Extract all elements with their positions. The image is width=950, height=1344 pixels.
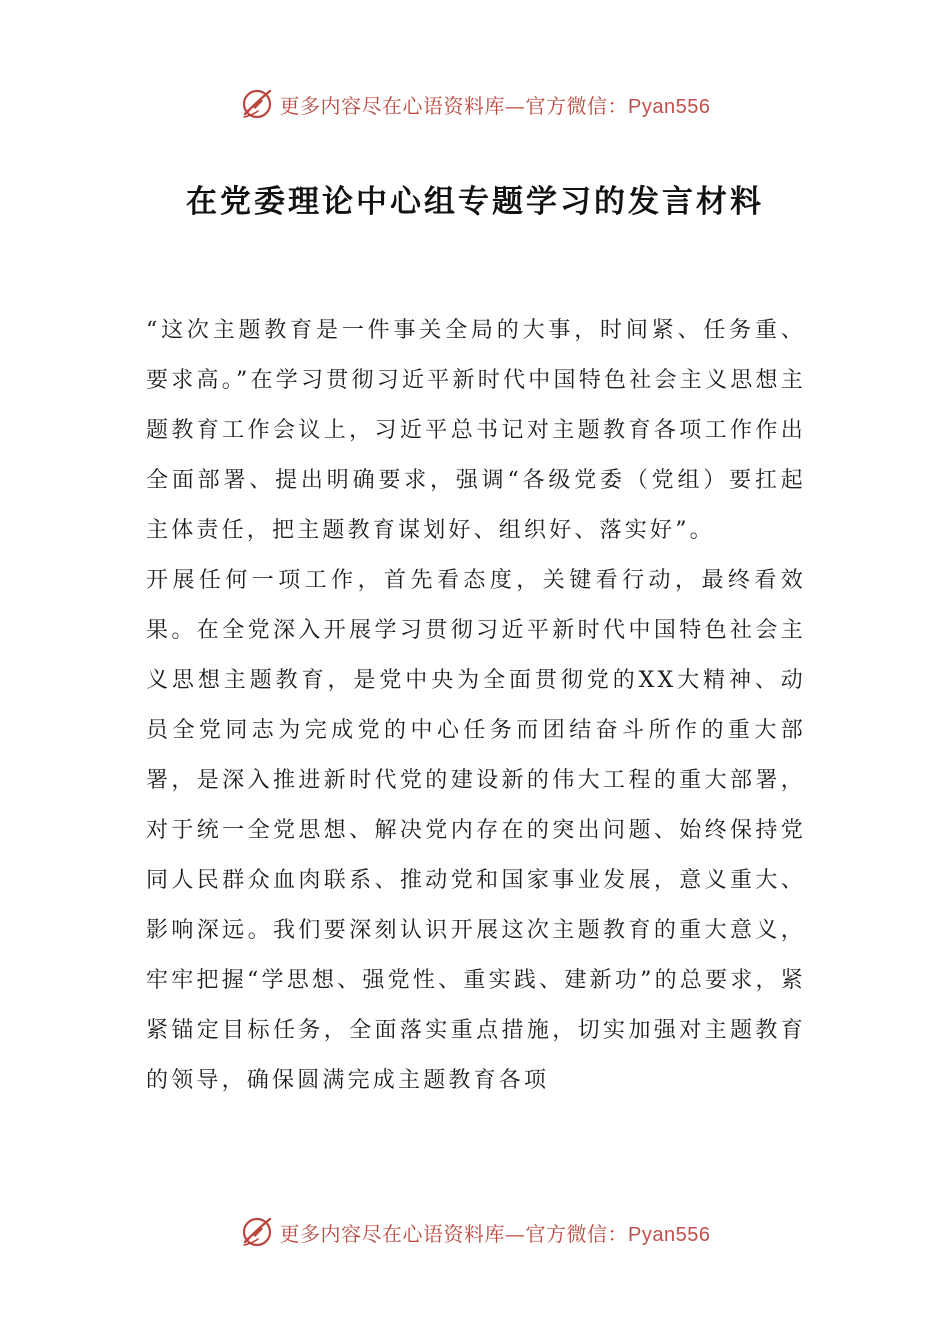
wechat-id: Pyan556 bbox=[628, 95, 711, 118]
pen-nib-logo-icon bbox=[240, 87, 274, 121]
document-body bbox=[146, 306, 806, 1106]
paragraph-1: “这次主题教育是一件事关全局的大事，时间紧、任务重、要求高。”在学习贯彻习近平新时代中国特色社会主义思想主题教育工作会议上，习近平总书记对主题教育各项工作作出全面部署、提出明确要求，强调“各级党委（党组）要扛起主体责任，把主题教育谋划好、组织好、落实好”。 bbox=[146, 318, 806, 543]
pen-nib-logo-icon bbox=[240, 1215, 274, 1249]
header-watermark-banner bbox=[0, 84, 950, 124]
banner-text: 更多内容尽在心语资料库—官方微信：Pyan556 bbox=[279, 1221, 711, 1246]
wechat-id: Pyan556 bbox=[628, 1223, 711, 1246]
banner-text: 更多内容尽在心语资料库—官方微信：Pyan556 bbox=[279, 93, 711, 118]
paragraph-2: 开展任何一项工作，首先看态度，关键看行动，最终看效果。在全党深入开展学习贯彻习近平新时代中国特色社会主义思想主题教育，是党中央为全面贯彻党的XX大精神、动员全党同志为完成党的中心任务而团结奋斗所作的重大部署，是深入推进新时代党的建设新的伟大工程的重大部署，对于统一全党思想、解决党内存在的突出问题、始终保持党同人民群众血肉联系、推动党和国家事业发展，意义重大、影响深远。我们要深刻认识开展这次主题教育的重大意义，牢牢把握“学思想、强党性、重实践、建新功”的总要求，紧紧锚定目标任务，全面落实重点措施，切实加强对主题教育的领导，确保圆满完成主题教育各项 bbox=[146, 568, 806, 1093]
document-title: 在党委理论中心组专题学习的发言材料 bbox=[186, 184, 764, 220]
footer-watermark-banner bbox=[0, 1212, 950, 1252]
